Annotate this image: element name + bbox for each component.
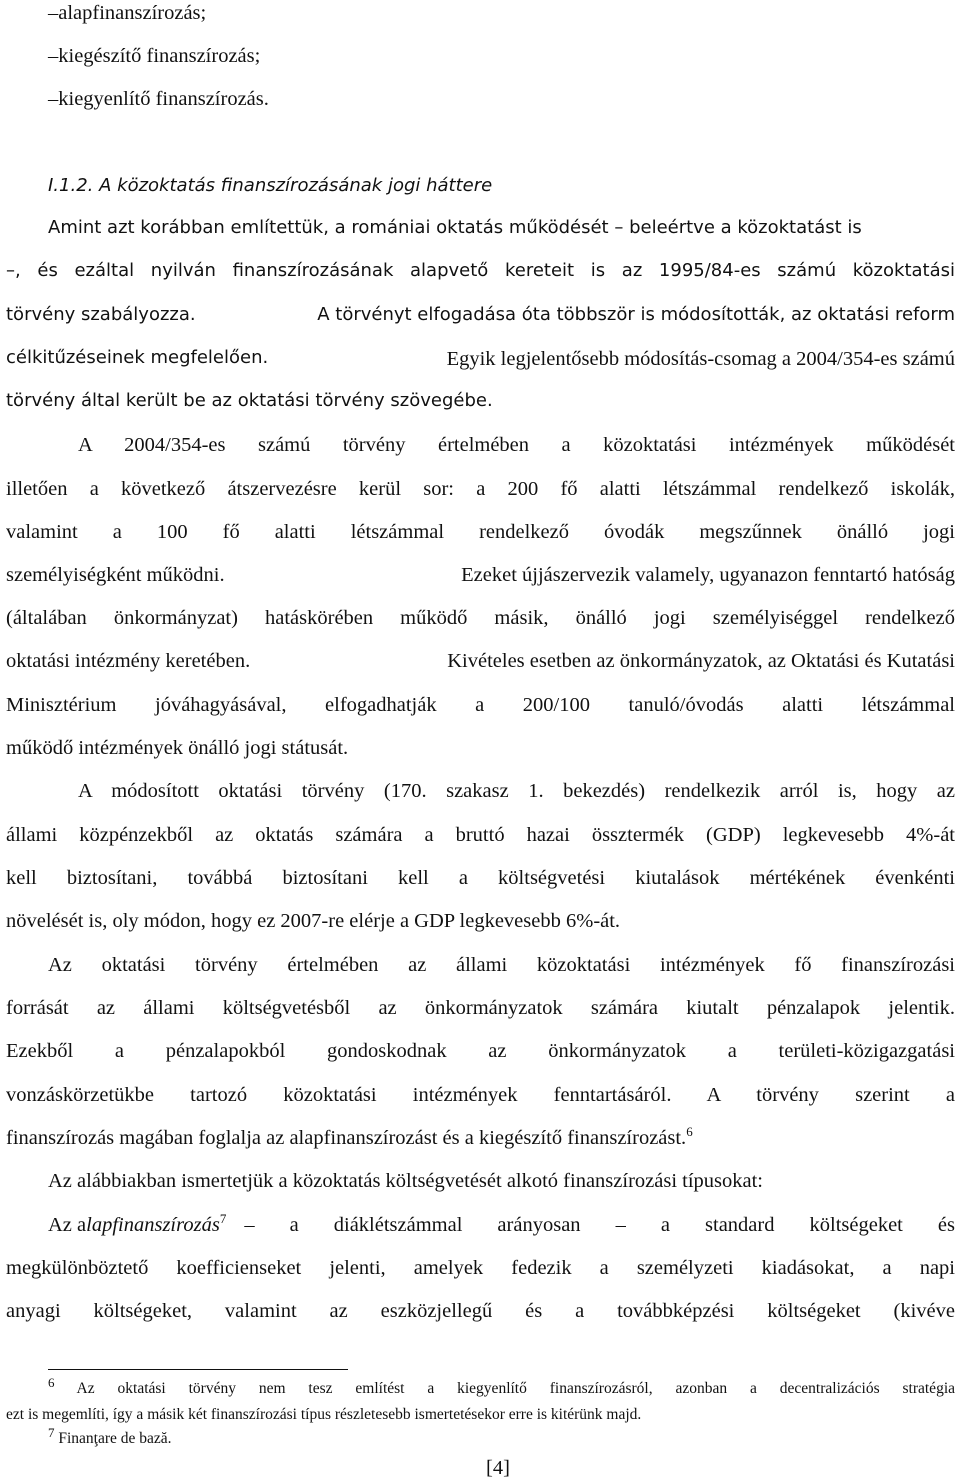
paragraph-line: működő intézmények önálló jogi státusát. — [6, 737, 349, 759]
paragraph-line: valamint a 100 fő alatti létszámmal rendelkező óvodák megszűnnek önálló jogi — [6, 521, 955, 543]
list-dash: – — [48, 2, 59, 24]
page-number: [4] — [486, 1457, 510, 1479]
text: Amint azt korábban említettük, a romániai oktatás működését – beleértve a közoktatást is — [48, 217, 862, 238]
text: célkitűzéseinek megfelelően. — [6, 347, 269, 368]
text: Ezeket újjászervezik valamely, ugyanazon fenntartó hatóság — [461, 564, 955, 586]
paragraph-line — [6, 1124, 693, 1149]
paragraph-line — [48, 1211, 955, 1236]
footnote-number: 6 — [48, 1374, 55, 1390]
paragraph-line: A módosított oktatási törvény (170. szakasz 1. bekezdés) rendelkezik arról is, hogy az — [78, 780, 955, 802]
paragraph-line — [6, 565, 955, 586]
paragraph-line — [6, 651, 955, 672]
list-dash: – — [48, 88, 59, 110]
paragraph-line: (általában önkormányzat) hatáskörében működő másik, önálló jogi személyiséggel rendelkező — [6, 607, 955, 629]
list-item — [48, 3, 206, 24]
footnote-ref[interactable]: 7 — [219, 1211, 227, 1227]
text: Az a — [48, 1214, 87, 1236]
italic-term: lapfinanszírozás — [86, 1214, 220, 1236]
paragraph-line: megkülönböztető koefficienseket jelenti, amelyek fedezik a személyzeti kiadásokat, a napi — [6, 1257, 955, 1279]
text: törvény szabályozza. — [6, 304, 196, 325]
paragraph-line: vonzáskörzetükbe tartozó közoktatási intézmények fenntartásáról. A törvény szerint a — [6, 1084, 955, 1106]
paragraph-line: forrását az állami költségvetésből az önkormányzatok számára kiutalt pénzalapok jelentik. — [6, 997, 955, 1019]
footnote-6-cont: ezt is megemlíti, így a másik két finanszírozási típus részletesebb ismertetésekor erre is kitérünk majd. — [6, 1406, 642, 1423]
text: – a diáklétszámmal arányosan – a standard költségeket és — [244, 1214, 955, 1236]
term-group — [48, 1211, 227, 1236]
paragraph-line: anyagi költségeket, valamint az eszközjellegű és a továbbképzési költségeket (kivéve — [6, 1300, 955, 1322]
paragraph-line: állami közpénzekből az oktatás számára a bruttó hazai össztermék (GDP) legkevesebb 4%-át — [6, 824, 955, 846]
section-number: I.1.2. — [48, 175, 94, 196]
section-heading — [48, 177, 492, 195]
paragraph-line: Az oktatási törvény értelmében az állami közoktatási intézmények fő finanszírozási — [48, 954, 955, 976]
list-item — [48, 89, 269, 110]
list-item-text: alapfinanszírozás; — [58, 2, 207, 24]
footnote-7 — [48, 1424, 172, 1447]
paragraph-line: törvény által került be az oktatási törvény szövegébe. — [6, 390, 493, 411]
paragraph-line — [6, 306, 955, 324]
paragraph-line: A 2004/354-es számú törvény értelmében a közoktatási intézmények működését — [78, 434, 955, 456]
paragraph-line — [48, 219, 954, 237]
list-item-text: kiegyenlítő finanszírozás. — [58, 88, 269, 110]
paragraph-line: Ezekből a pénzalapokból gondoskodnak az önkormányzatok a területi-közigazgatási — [6, 1040, 955, 1062]
list-dash: – — [48, 45, 59, 67]
footnote-6 — [48, 1374, 956, 1397]
paragraph-line: illetően a következő átszervezésre kerül sor: a 200 fő alatti létszámmal rendelkező iskolák, — [6, 478, 955, 500]
text: Egyik legjelentősebb módosítás-csomag a 2004/354-es számú — [446, 348, 955, 370]
text: finanszírozás magában foglalja az alapfinanszírozást és a kiegészítő finanszírozást. — [6, 1127, 687, 1149]
footnote-text: Az oktatási törvény nem tesz említést a kiegyenlítő finanszírozásról, azonban a decentralizációs stratégia — [76, 1380, 956, 1397]
text: Kivételes esetben az önkormányzatok, az Oktatási és Kutatási — [447, 650, 955, 672]
text: személyiségként működni. — [6, 564, 225, 586]
paragraph-line: Az alábbiakban ismertetjük a közoktatás költségvetését alkotó finanszírozási típusokat: — [48, 1170, 764, 1192]
footnote-number: 7 — [48, 1424, 55, 1440]
list-item-text: kiegészítő finanszírozás; — [58, 45, 261, 67]
text: A törvényt elfogadása óta többször is módosították, az oktatási reform — [317, 304, 955, 325]
paragraph-line: növelését is, oly módon, hogy ez 2007-re elérje a GDP legkevesebb 6%-át. — [6, 910, 621, 932]
footnote-ref[interactable]: 6 — [686, 1124, 693, 1140]
paragraph-line: kell biztosítani, továbbá biztosítani kell a költségvetési kiutalások mértékének évenkénti — [6, 867, 955, 889]
list-item — [48, 46, 260, 67]
paragraph-line: Minisztérium jóváhagyásával, elfogadhatják a 200/100 tanuló/óvodás alatti létszámmal — [6, 694, 955, 716]
paragraph-line — [6, 349, 955, 370]
text: oktatási intézmény keretében. — [6, 650, 251, 672]
footnote-separator — [48, 1369, 348, 1370]
paragraph-line: –, és ezáltal nyilván finanszírozásának alapvető kereteit is az 1995/84-es számú közoktatási — [6, 260, 955, 281]
footnote-text: Finanţare de bază. — [58, 1430, 172, 1447]
section-title: A közoktatás finanszírozásának jogi háttere — [99, 175, 493, 196]
